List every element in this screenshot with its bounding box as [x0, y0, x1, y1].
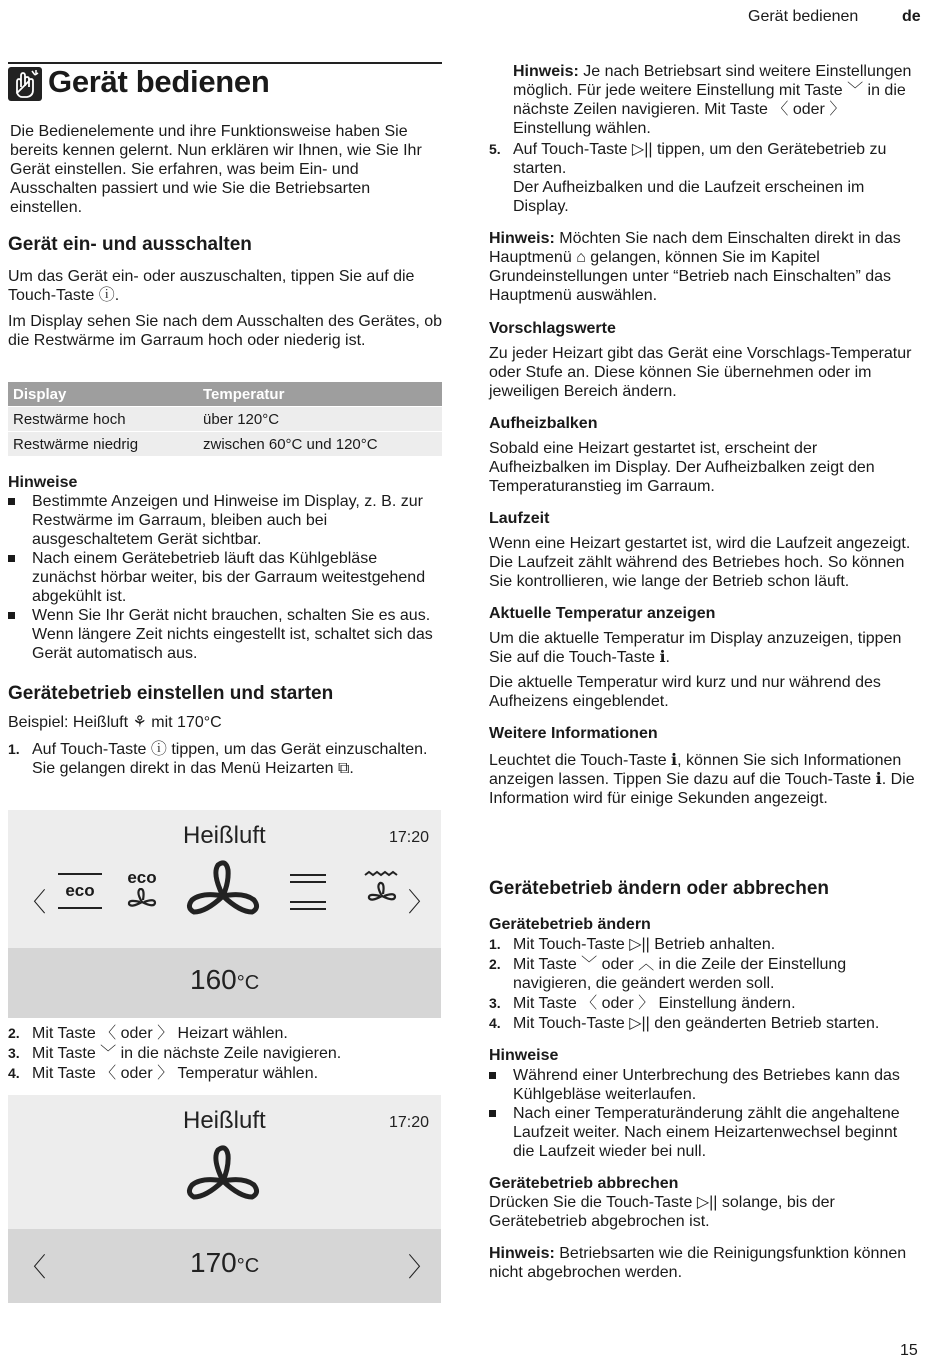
list-item: Nach einem Gerätebetrieb läuft das Kühlgebläse zunächst hörbar weiter, bis der Garraum weitestgehend abgekühlt ist. [8, 549, 442, 606]
step-text: Mit Taste 〈 oder 〉 Temperatur wählen. [32, 1065, 319, 1082]
left-arrow-icon[interactable]: 〈 [20, 887, 47, 917]
section-heading-change: Gerätebetrieb ändern oder abbrechen [489, 878, 829, 899]
subheading: Gerätebetrieb abbrechen [489, 1175, 679, 1192]
temperature-row [8, 1229, 441, 1303]
step-item [489, 1014, 921, 1033]
chapter-heading [8, 62, 442, 102]
step-item [489, 935, 921, 954]
right-arrow-icon[interactable]: 〉 [408, 1252, 435, 1282]
step-number: 5. [489, 141, 501, 157]
oven-display-heating-modes [8, 810, 441, 1018]
step-item [8, 1024, 442, 1043]
temperature-unit: °C [236, 972, 260, 994]
paragraph: Um die aktuelle Temperatur im Display anzuzeigen, tippen Sie auf die Touch-Taste ℹ. [489, 630, 902, 666]
paragraph: Drücken Sie die Touch-Taste ▷|| solange, bis der Gerätebetrieb abgebrochen ist. [489, 1194, 835, 1230]
section-heading-start: Gerätebetrieb einstellen und starten [8, 683, 334, 704]
notes-heading: Hinweise [489, 1047, 559, 1064]
paragraph: Leuchtet die Touch-Taste ℹ, können Sie sich Informationen anzeigen lassen. Tippen Sie dazu auf die Touch-Taste ℹ. Die Information wird für einige Sekunden angezeigt. [489, 752, 915, 807]
step-item [489, 140, 921, 216]
residual-heat-paragraph: Im Display sehen Sie nach dem Ausschalten des Gerätes, ob die Restwärme im Garraum hoch oder niederig ist. [8, 313, 443, 349]
list-item: Bestimmte Anzeigen und Hinweise im Display, z. B. zur Restwärme im Garraum, bleiben auch bei ausgeschaltetem Gerät sichtbar. [8, 492, 442, 549]
language-code: de [902, 8, 921, 25]
step-number: 3. [489, 995, 501, 1011]
step-text: Mit Taste ﹀ oder ︿ in die Zeile der Einstellung navigieren, die geändert werden soll. [513, 956, 847, 992]
subheading: Gerätebetrieb ändern [489, 916, 651, 933]
step-item [8, 1044, 442, 1063]
subheading: Weitere Informationen [489, 725, 658, 742]
list-item: Wenn Sie Ihr Gerät nicht brauchen, schalten Sie es aus. Wenn längere Zeit nichts eingestellt ist, schaltet sich das Gerät automatisch aus. [8, 606, 442, 663]
right-arrow-icon[interactable]: 〉 [408, 887, 435, 917]
note-label: Hinweis: [513, 63, 579, 80]
table-cell: über 120°C [198, 407, 442, 432]
paragraph: Die aktuelle Temperatur wird kurz und nur während des Aufheizens eingeblendet. [489, 674, 881, 710]
grill-fan-icon[interactable] [362, 870, 402, 912]
eco-fan-icon[interactable] [122, 868, 162, 916]
display-clock: 17:20 [389, 829, 430, 846]
hot-air-fan-icon [184, 1145, 262, 1211]
notes-heading: Hinweise [8, 474, 78, 491]
example-line: Beispiel: Heißluft ⚘ mit 170°C [8, 714, 222, 731]
page-number: 15 [900, 1342, 918, 1359]
on-off-paragraph: Um das Gerät ein- oder auszuschalten, tippen Sie auf die Touch-Taste ⓘ. [8, 268, 415, 304]
step-number: 4. [489, 1015, 501, 1031]
residual-heat-table [8, 382, 442, 456]
step-number: 2. [489, 956, 501, 972]
eco-mode-icon[interactable] [54, 870, 106, 914]
intro-paragraph: Die Bedienelemente und ihre Funktionsweise haben Sie bereits kennen gelernt. Nun erklären wir Ihnen, wie Sie Ihr Gerät einstellen. Sie erfahren, was beim Ein- und Ausschalten passiert und wie Sie die Betriebsarten einstellen. [10, 123, 422, 216]
subheading: Laufzeit [489, 510, 550, 527]
table-cell: Restwärme hoch [8, 407, 198, 432]
oven-display-temperature [8, 1095, 441, 1303]
note-paragraph [489, 229, 921, 305]
table-header-row [8, 382, 442, 407]
step-text: Auf Touch-Taste ▷|| tippen, um den Gerätebetrieb zu starten. [513, 141, 887, 177]
paragraph: Zu jeder Heizart gibt das Gerät eine Vorschlags-Temperatur oder Stufe an. Diese können Sie übernehmen oder im jeweiligen Bereich ändern. [489, 345, 912, 400]
step-number: 1. [8, 741, 20, 757]
step-number: 3. [8, 1045, 20, 1061]
subheading: Vorschlagswerte [489, 320, 616, 337]
table-row [8, 432, 442, 457]
page-title: Gerät bedienen [48, 64, 270, 99]
step-item [489, 994, 921, 1013]
table-cell: Restwärme niedrig [8, 432, 198, 457]
temperature-unit: °C [236, 1255, 260, 1277]
note-label: Hinweis: [489, 1245, 555, 1262]
step-subtext: Sie gelangen direkt in das Menü Heizarten ⧉. [32, 760, 354, 777]
note-paragraph [489, 62, 921, 138]
hand-touch-icon [8, 67, 42, 101]
eco-label: eco [65, 881, 95, 900]
step-text: Mit Taste 〈 oder 〉 Heizart wählen. [32, 1025, 288, 1042]
table-header-cell: Display [8, 382, 198, 407]
step-item [489, 955, 921, 993]
step-subtext: Der Aufheizbalken und die Laufzeit erscheinen im Display. [513, 179, 865, 215]
step-text: Mit Touch-Taste ▷|| Betrieb anhalten. [513, 936, 776, 953]
table-cell: zwischen 60°C und 120°C [198, 432, 442, 457]
table-row [8, 407, 442, 432]
display-mode-title: Heißluft [183, 822, 266, 849]
eco-label: eco [127, 868, 157, 887]
running-header-title: Gerät bedienen [748, 8, 859, 25]
step-number: 2. [8, 1025, 20, 1041]
subheading: Aktuelle Temperatur anzeigen [489, 605, 716, 622]
note-label: Hinweis: [489, 230, 555, 247]
note-text: Betriebsarten wie die Reinigungsfunktion können nicht abgebrochen werden. [489, 1245, 907, 1281]
section-heading-on-off: Gerät ein- und ausschalten [8, 234, 252, 255]
paragraph: Wenn eine Heizart gestartet ist, wird die Laufzeit angezeigt. Die Laufzeit zählt während des Betriebes hoch. So können Sie kontrollieren, wie lange der Betrieb schon läuft. [489, 535, 911, 590]
temperature-number: 170 [190, 1247, 237, 1278]
left-arrow-icon[interactable]: 〈 [20, 1252, 47, 1282]
paragraph: Sobald eine Heizart gestartet ist, erscheint der Aufheizbalken im Display. Der Aufheizbalken zeigt den Temperaturanstieg im Garraum. [489, 440, 875, 495]
step-number: 1. [489, 936, 501, 952]
step-text: Mit Touch-Taste ▷|| den geänderten Betrieb starten. [513, 1015, 880, 1032]
step-text: Auf Touch-Taste ⓘ tippen, um das Gerät einzuschalten. [32, 741, 428, 758]
hot-air-fan-icon[interactable] [184, 860, 262, 926]
top-bottom-heat-icon[interactable] [288, 872, 328, 912]
step-text: Mit Taste 〈 oder 〉 Einstellung ändern. [513, 995, 796, 1012]
temperature-value[interactable] [190, 964, 259, 996]
table-header-cell: Temperatur [198, 382, 442, 407]
step-item [8, 1064, 442, 1083]
list-item: Während einer Unterbrechung des Betriebes kann das Kühlgebläse weiterlaufen. [489, 1066, 921, 1104]
temperature-row [8, 948, 441, 1018]
step-number: 4. [8, 1065, 20, 1081]
subheading: Aufheizbalken [489, 415, 598, 432]
note-text: Möchten Sie nach dem Einschalten direkt in das Hauptmenü ⌂ gelangen, können Sie im Kapitel Grundeinstellungen unter “Betrieb nach Einschalten” das Hauptmenü auswählen. [489, 230, 901, 304]
step-item [8, 740, 442, 778]
list-item: Nach einer Temperaturänderung zählt die angehaltene Laufzeit weiter. Nach einem Heizartenwechsel beginnt die Laufzeit wieder bei null. [489, 1104, 921, 1161]
step-text: Mit Taste ﹀ in die nächste Zeile navigieren. [32, 1045, 342, 1062]
note-text: Je nach Betriebsart sind weitere Einstellungen möglich. Für jede weitere Einstellung mit Taste ﹀ in die nächste Zeilen navigieren. Mit Taste 〈 oder 〉 Einstellung wählen. [513, 63, 912, 137]
display-mode-title: Heißluft [183, 1107, 266, 1134]
temperature-number: 160 [190, 964, 237, 995]
display-clock: 17:20 [389, 1114, 430, 1131]
temperature-value[interactable] [190, 1247, 259, 1279]
note-paragraph [489, 1244, 921, 1282]
